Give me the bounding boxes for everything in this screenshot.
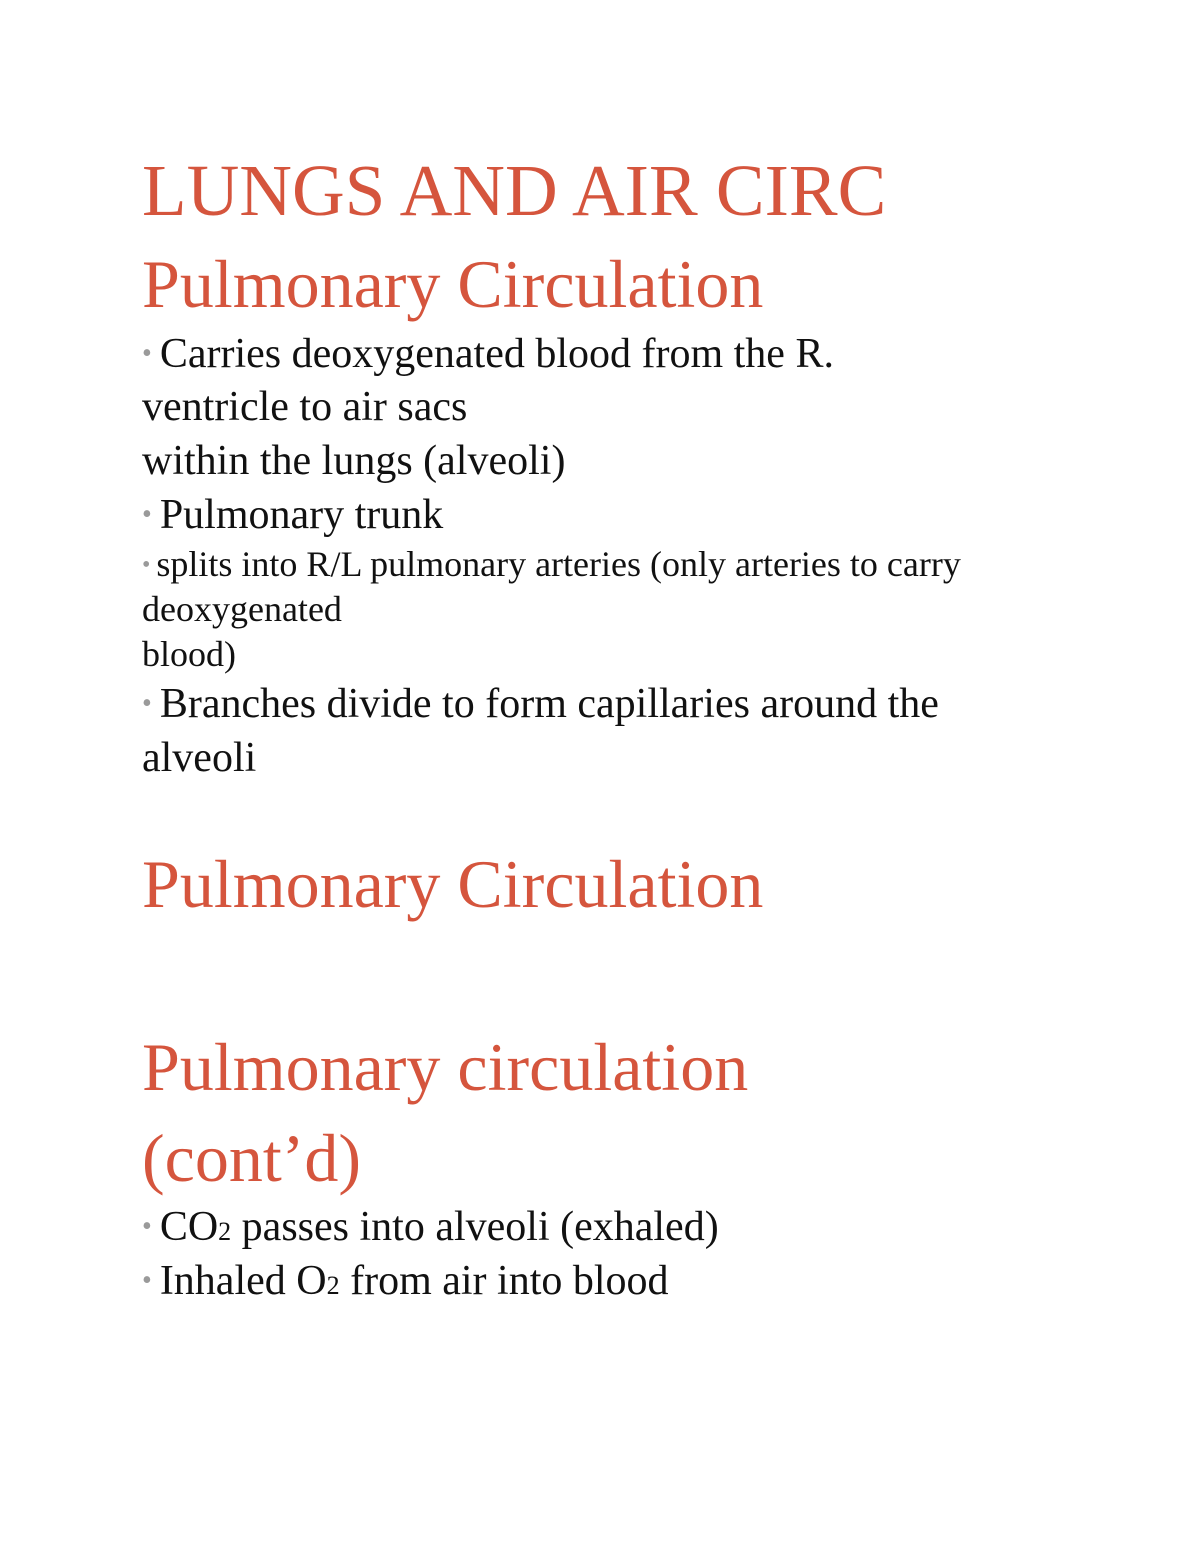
bullet-text: Branches divide to form capillaries around the	[159, 681, 939, 727]
bullet-item-splits-cont2: blood)	[142, 634, 236, 674]
bullet-item-carries-cont: ventricle to air sacs	[142, 384, 468, 430]
bullet-icon: •	[142, 499, 152, 530]
bullet-icon: •	[142, 1211, 152, 1242]
bullet-icon: •	[142, 338, 152, 369]
bullet-text-pre: Inhaled O	[159, 1258, 327, 1304]
bullet-icon: •	[142, 688, 152, 719]
bullet-text-pre: CO	[159, 1204, 219, 1250]
document-title: LUNGS AND AIR CIRC	[142, 150, 887, 231]
bullet-icon: •	[142, 552, 151, 578]
bullet-text-post: passes into alveoli (exhaled)	[231, 1204, 719, 1250]
bullet-text: Pulmonary trunk	[159, 492, 444, 538]
bullet-text: Carries deoxygenated blood from the R.	[159, 331, 834, 377]
bullet-item-co2	[142, 1206, 719, 1248]
bullet-text-post: from air into blood	[339, 1258, 669, 1304]
bullet-text: splits into R/L pulmonary arteries (only arteries to carry	[156, 544, 961, 584]
section-heading-pulmonary-circulation-2: Pulmonary Circulation	[142, 846, 764, 922]
bullet-item-splits	[142, 546, 961, 582]
section-heading-contd: (cont’d)	[142, 1120, 362, 1196]
bullet-item-pulmonary-trunk	[142, 494, 443, 536]
bullet-item-carries-cont2: within the lungs (alveoli)	[142, 438, 566, 484]
bullet-item-carries	[142, 333, 834, 375]
subscript: 2	[218, 1217, 232, 1246]
subscript: 2	[326, 1271, 340, 1300]
bullet-icon: •	[142, 1265, 152, 1296]
bullet-item-inhaled-o2	[142, 1260, 669, 1302]
bullet-item-splits-cont: deoxygenated	[142, 589, 342, 629]
bullet-item-branches	[142, 683, 939, 725]
section-heading-pulmonary-circulation: Pulmonary Circulation	[142, 246, 764, 322]
bullet-item-branches-cont: alveoli	[142, 735, 257, 781]
section-heading-pulmonary-circulation-contd: Pulmonary circulation	[142, 1029, 749, 1105]
